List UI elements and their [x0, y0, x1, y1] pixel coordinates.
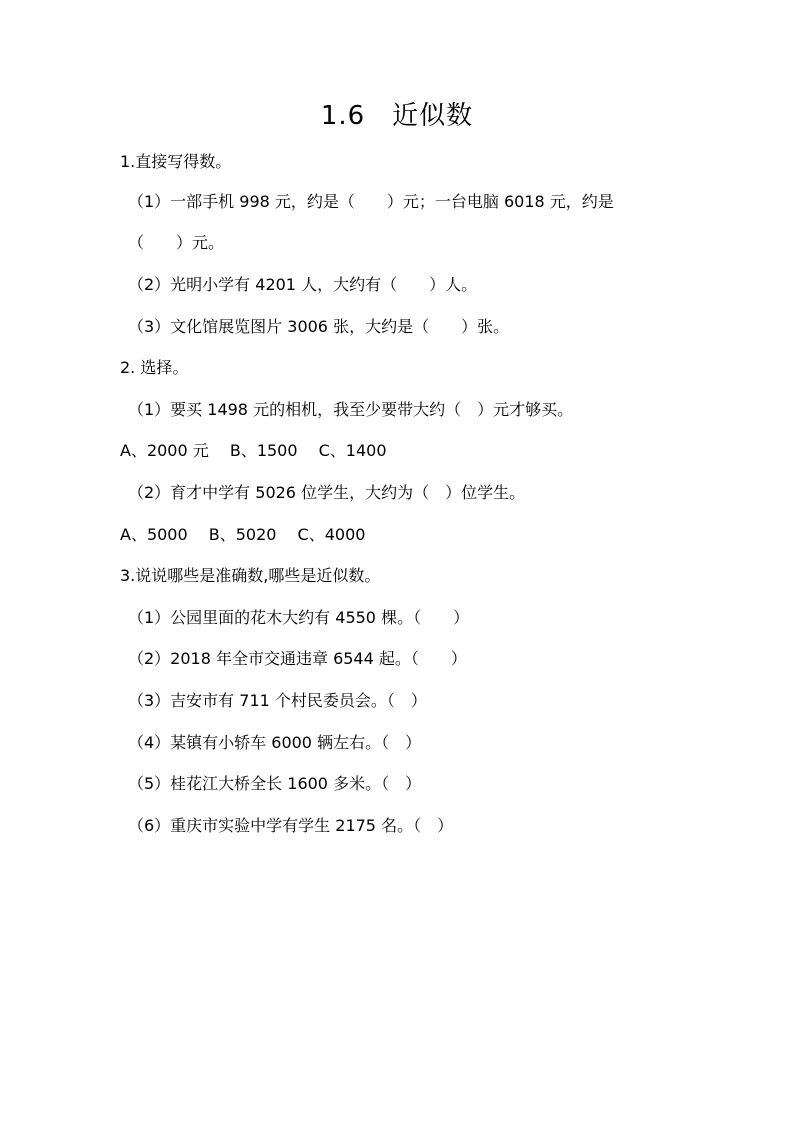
- question-2-2-options: A、5000 B、5020 C、4000: [120, 525, 366, 544]
- question-3-5: （5）桂花江大桥全长 1600 多米。（ ）: [128, 774, 422, 793]
- question-3-1: （1）公园里面的花木大约有 4550 棵。（ ）: [128, 608, 470, 627]
- question-3-6: （6）重庆市实验中学有学生 2175 名。（ ）: [128, 816, 454, 835]
- question-2-2: （2）育才中学有 5026 位学生，大约为（ ）位学生。: [128, 483, 526, 502]
- question-1-2: （2）光明小学有 4201 人，大约有（ ）人。: [128, 275, 478, 294]
- question-2-1-options: A、2000 元 B、1500 C、1400: [120, 441, 387, 460]
- section-3-heading: 3.说说哪些是准确数,哪些是近似数。: [120, 566, 381, 585]
- page-title: 1.6 近似数: [320, 101, 474, 131]
- question-2-1: （1）要买 1498 元的相机，我至少要带大约（ ）元才够买。: [128, 400, 574, 419]
- question-1-1-continued: （ ）元。: [128, 233, 225, 252]
- section-2-heading: 2. 选择。: [120, 358, 189, 377]
- question-3-3: （3）吉安市有 711 个村民委员会。（ ）: [128, 691, 427, 710]
- question-1-3: （3）文化馆展览图片 3006 张，大约是（ ）张。: [128, 317, 510, 336]
- question-3-4: （4）某镇有小轿车 6000 辆左右。（ ）: [128, 733, 422, 752]
- question-1-1: （1）一部手机 998 元，约是（ ）元；一台电脑 6018 元，约是: [128, 192, 614, 211]
- section-1-heading: 1.直接写得数。: [120, 152, 232, 171]
- question-3-2: （2）2018 年全市交通违章 6544 起。（ ）: [128, 649, 467, 668]
